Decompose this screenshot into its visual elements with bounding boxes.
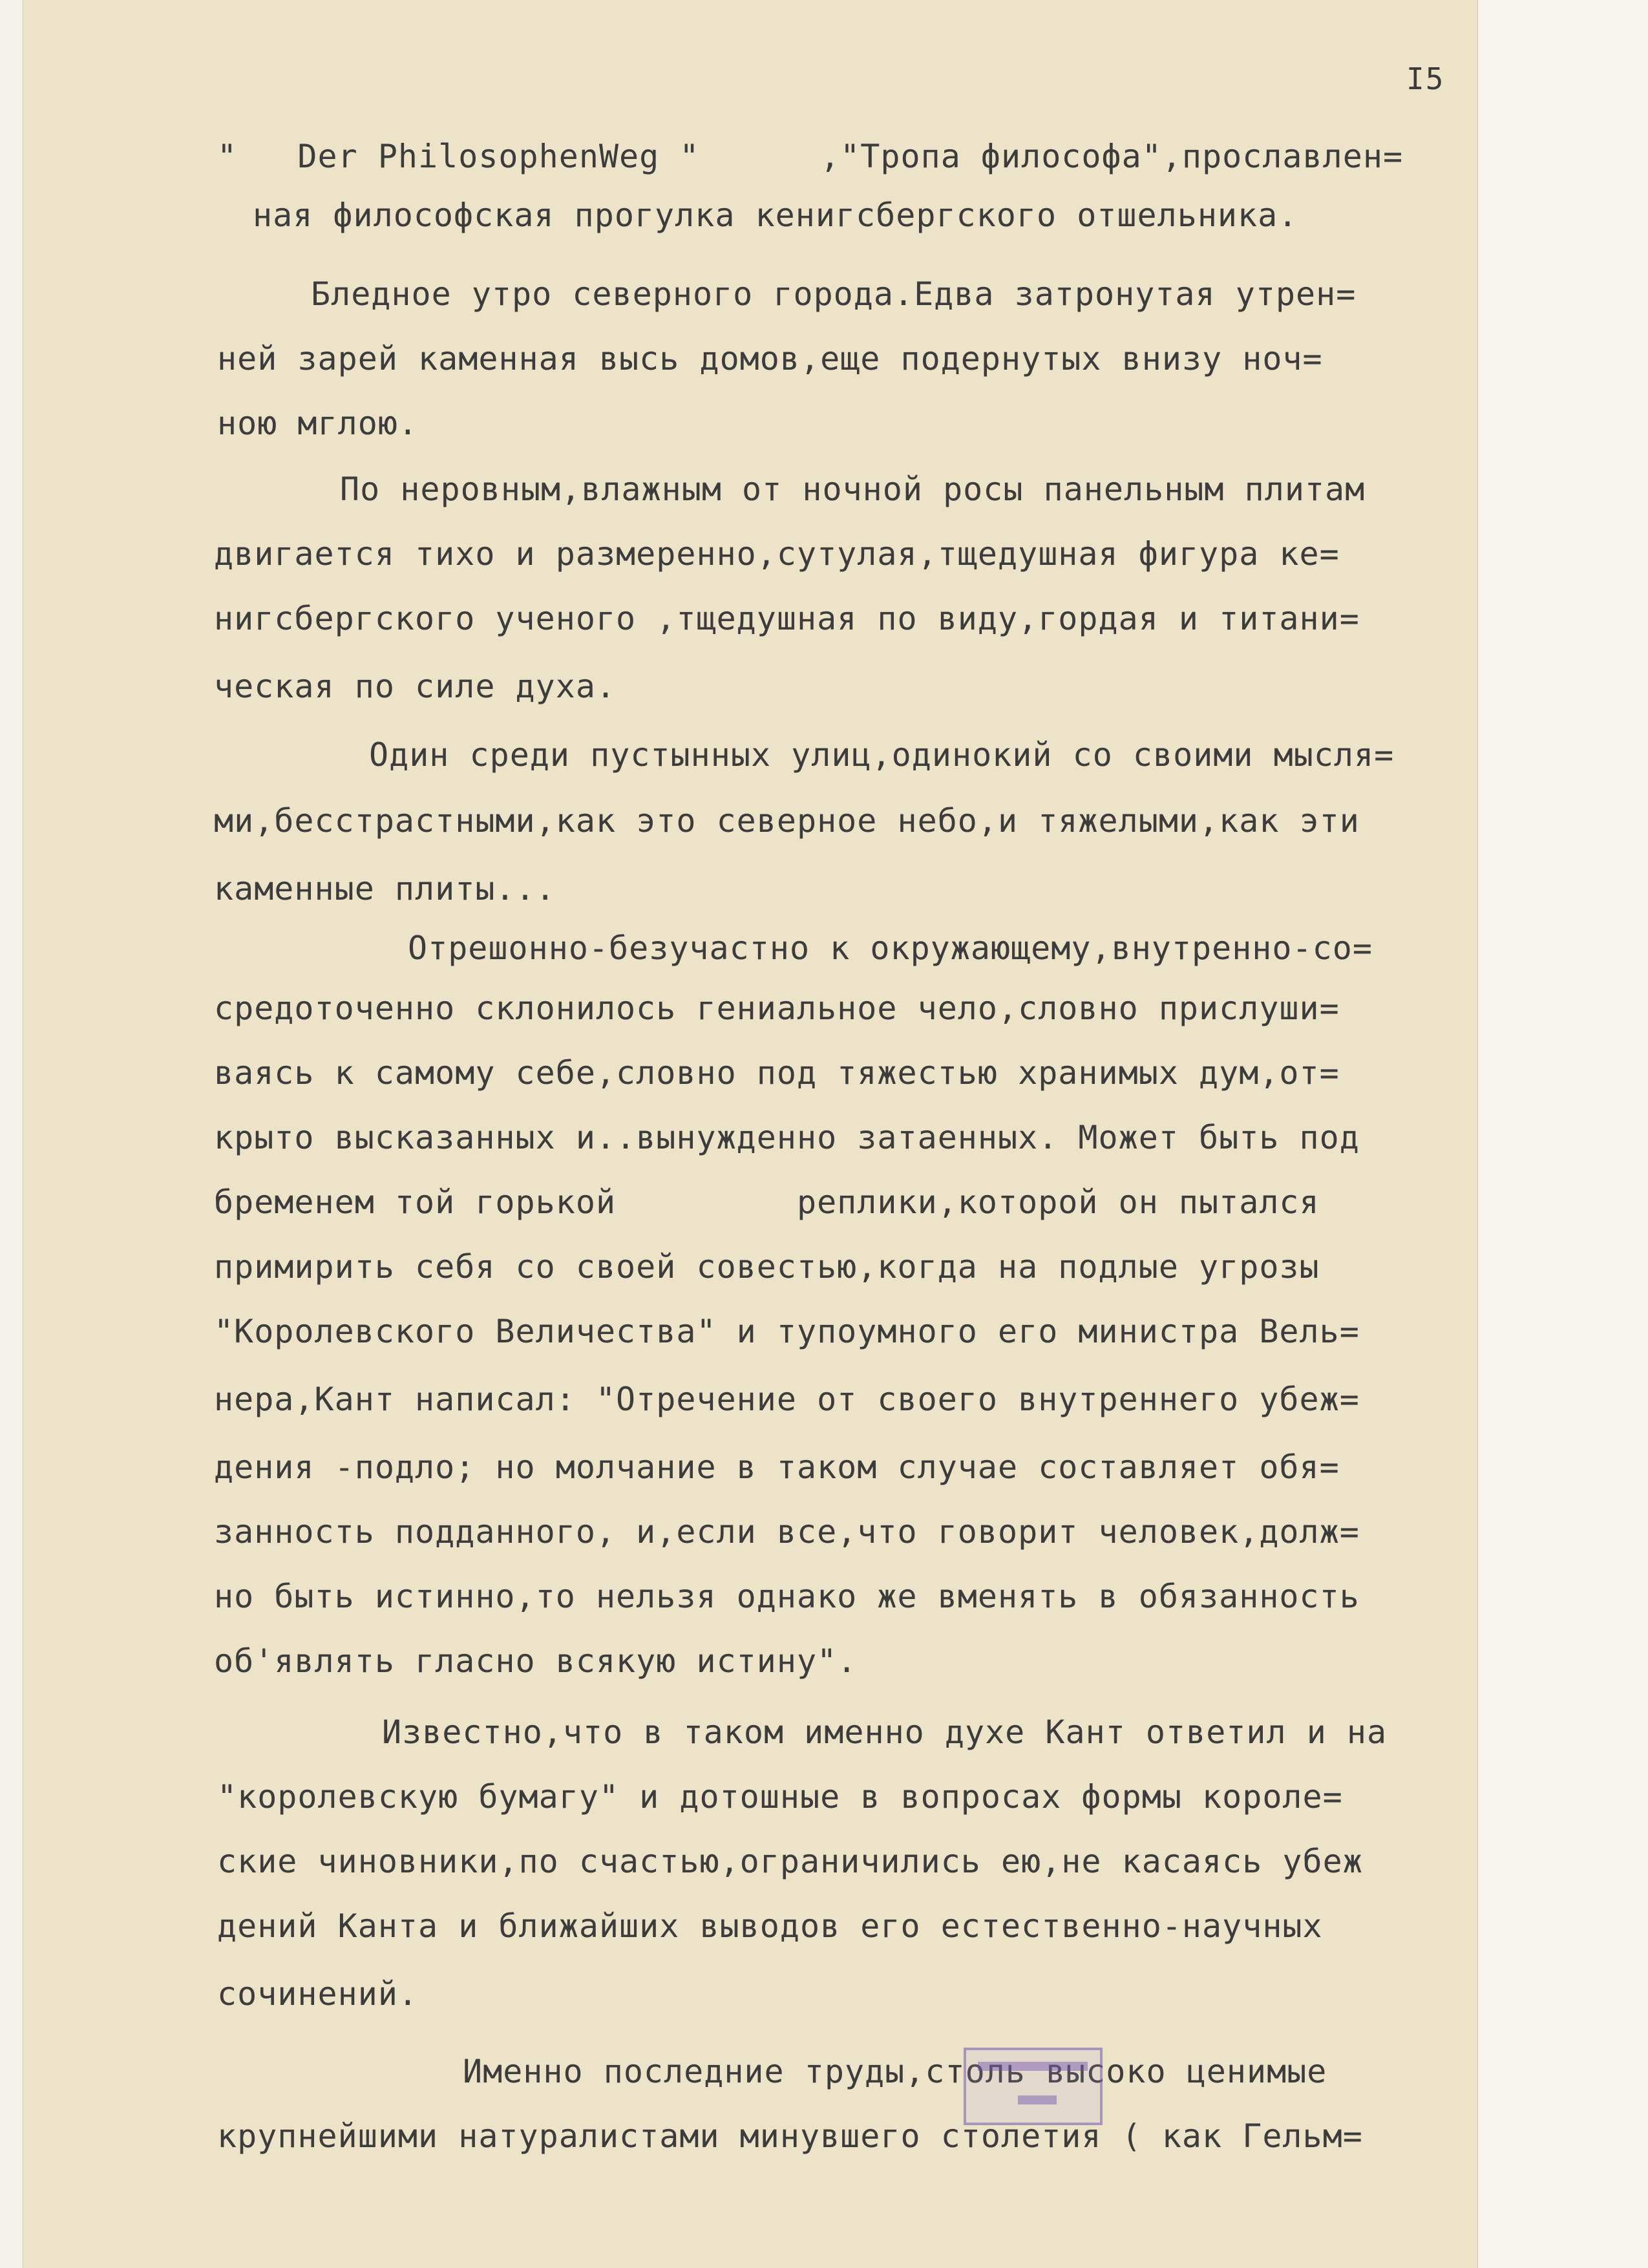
text-line: Бледное утро северного города.Едва затронутая утрен= <box>311 275 1357 313</box>
text-line: " Der PhilosophenWeg " ,"Тропа философа",прославлен= <box>217 138 1404 175</box>
text-line: Известно,что в таком именно духе Кант ответил и на <box>382 1713 1388 1751</box>
text-line: сочинений. <box>217 1975 419 2013</box>
text-line: По неровным,влажным от ночной росы панельным плитам <box>340 471 1366 508</box>
text-line: занность подданного, и,если все,что говорит человек,долж= <box>214 1513 1360 1551</box>
text-line: крыто высказанных и..вынужденно затаенных. Может быть под <box>214 1119 1360 1156</box>
text-line: средоточенно склонилось гениальное чело,словно прислуши= <box>214 990 1340 1027</box>
text-line: ней зарей каменная высь домов,еще подернутых внизу ноч= <box>217 340 1323 377</box>
text-line: примирить себя со своей совестью,когда на подлые угрозы <box>214 1248 1320 1286</box>
text-line: ною мглою. <box>217 405 419 442</box>
text-line: ские чиновники,по счастью,ограничились ею,не касаясь убеж <box>217 1843 1363 1880</box>
text-line: ваясь к самому себе,словно под тяжестью хранимых дум,от= <box>214 1054 1340 1092</box>
text-line: "Королевского Величества" и тупоумного его министра Вель= <box>214 1313 1360 1350</box>
text-line: "королевскую бумагу" и дотошные в вопросах формы короле= <box>217 1778 1343 1816</box>
text-line: Именно последние труды,столь высоко ценимые <box>463 2053 1327 2090</box>
text-line: ческая по силе духа. <box>214 668 617 705</box>
text-line: дения -подло; но молчание в таком случае составляет обя= <box>214 1448 1340 1486</box>
stamp-mark <box>1018 2095 1057 2104</box>
text-line: об'являть гласно всякую истину". <box>214 1642 858 1680</box>
text-line: двигается тихо и размеренно,сутулая,тщедушная фигура ке= <box>214 535 1340 573</box>
text-line: дений Канта и ближайших выводов его естественно-научных <box>217 1907 1323 1945</box>
scan-background <box>1478 0 1648 2268</box>
text-line: каменные плиты... <box>214 870 556 907</box>
text-line: Один среди пустынных улиц,одинокий со своими мысля= <box>369 736 1395 774</box>
text-line: нигсбергского ученого ,тщедушная по виду,гордая и титани= <box>214 600 1360 637</box>
text-line: Отрешонно-безучастно к окружающему,внутренно-со= <box>408 929 1373 967</box>
text-line: ми,бесстрастными,как это северное небо,и тяжелыми,как эти <box>214 802 1360 840</box>
text-line: ная философская прогулка кенигсбергского отшельника. <box>253 196 1298 234</box>
text-line: но быть истинно,то нельзя однако же вменять в обязанность <box>214 1578 1360 1615</box>
stamp-mark <box>978 2062 1088 2071</box>
page-number: I5 <box>1406 61 1445 96</box>
ink-stamp <box>964 2048 1103 2125</box>
text-line: бременем той горькой реплики,которой он пытался <box>214 1183 1320 1221</box>
text-line: крупнейшими натуралистами минувшего столетия ( как Гельм= <box>217 2117 1363 2155</box>
document-page <box>23 0 1479 2268</box>
text-line: нера,Кант написал: "Отречение от своего внутреннего убеж= <box>214 1381 1360 1418</box>
typewritten-text <box>23 0 1477 2268</box>
